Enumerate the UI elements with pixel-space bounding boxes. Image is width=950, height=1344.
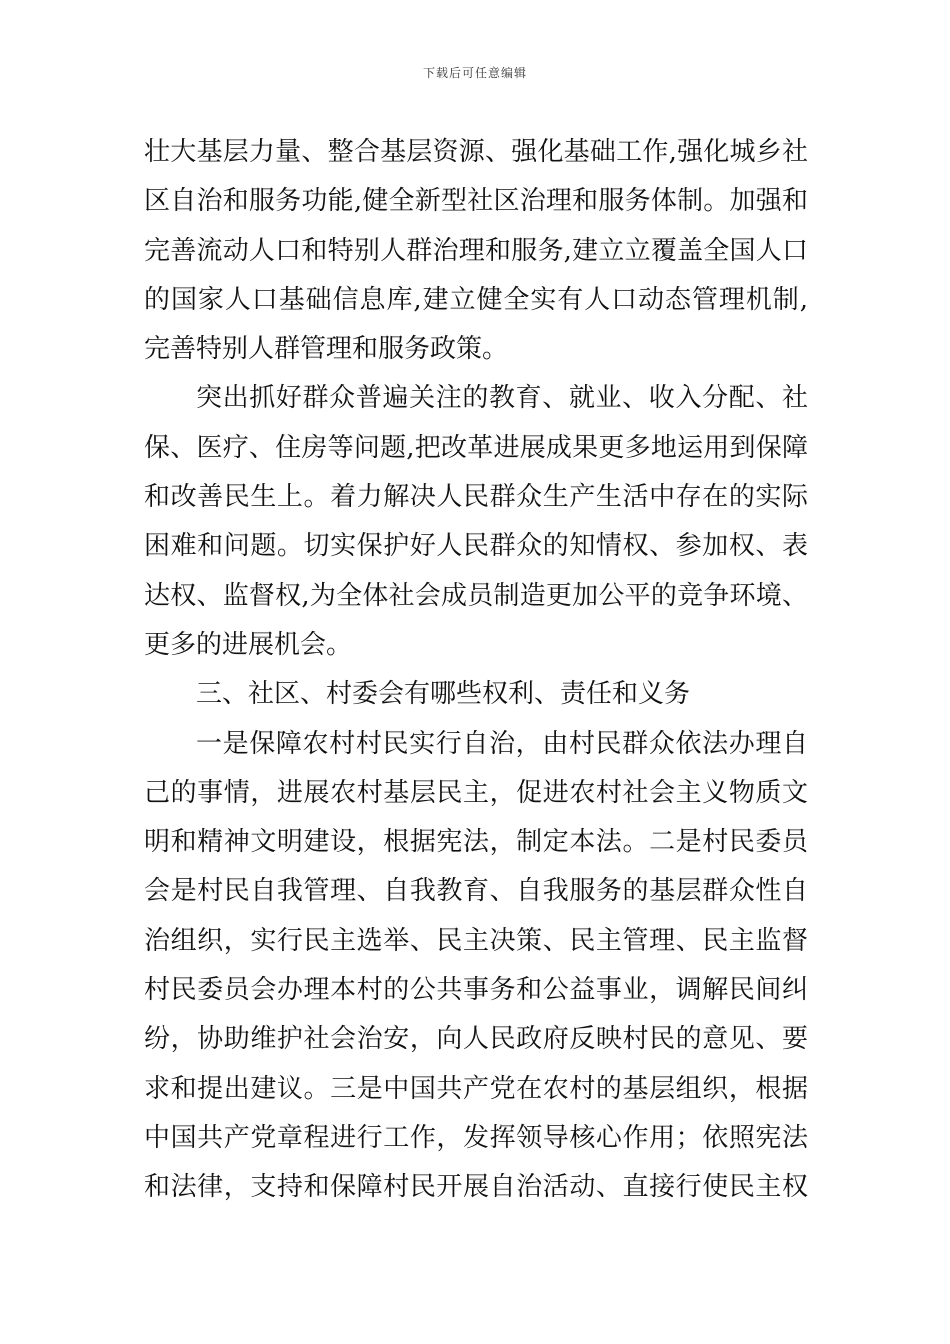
- text-line: 更多的进展机会。: [144, 629, 353, 660]
- text-line: 己的事情，进展农村基层民主，促进农村社会主义物质文: [144, 777, 808, 808]
- text-line: 一是保障农村村民实行自治，由村民群众依法办理自: [196, 728, 808, 759]
- text-line: 保、医疗、住房等问题,把改革进展成果更多地运用到保障: [144, 432, 808, 463]
- text-line: 村民委员会办理本村的公共事务和公益事业，调解民间纠: [144, 975, 808, 1006]
- text-line: 区自治和服务功能,健全新型社区治理和服务体制。加强和: [144, 186, 808, 217]
- text-line: 中国共产党章程进行工作，发挥领导核心作用；依照宪法: [144, 1122, 808, 1153]
- text-line: 和改善民生上。着力解决人民群众生产生活中存在的实际: [144, 482, 808, 513]
- text-line: 突出抓好群众普遍关注的教育、就业、收入分配、社: [196, 383, 808, 414]
- text-line: 壮大基层力量、整合基层资源、强化基础工作,强化城乡社: [144, 137, 808, 167]
- text-line: 治组织，实行民主选举、民主决策、民主管理、民主监督: [144, 925, 808, 956]
- page-header: 下载后可任意编辑: [422, 66, 527, 80]
- text-line: 明和精神文明建设，根据宪法，制定本法。二是村民委员: [144, 827, 808, 858]
- text-line: 困难和问题。切实保护好人民群众的知情权、参加权、表: [144, 531, 808, 562]
- text-line: 求和提出建议。三是中国共产党在农村的基层组织，根据: [144, 1073, 808, 1104]
- text-line: 会是村民自我管理、自我教育、自我服务的基层群众性自: [144, 876, 808, 907]
- text-line: 的国家人口基础信息库,建立健全实有人口动态管理机制,: [144, 284, 808, 315]
- text-line: 达权、监督权,为全体社会成员制造更加公平的竞争环境、: [144, 580, 808, 611]
- text-line: 完善流动人口和特别人群治理和服务,建立立覆盖全国人口: [144, 235, 808, 266]
- text-line: 完善特别人群管理和服务政策。: [144, 334, 509, 365]
- text-line: 纷，协助维护社会治安，向人民政府反映村民的意见、要: [144, 1024, 808, 1055]
- text-line: 和法律，支持和保障村民开展自治活动、直接行使民主权: [144, 1172, 808, 1203]
- document-body: [144, 128, 808, 1213]
- section-heading: 三、社区、村委会有哪些权利、责任和义务: [196, 679, 691, 710]
